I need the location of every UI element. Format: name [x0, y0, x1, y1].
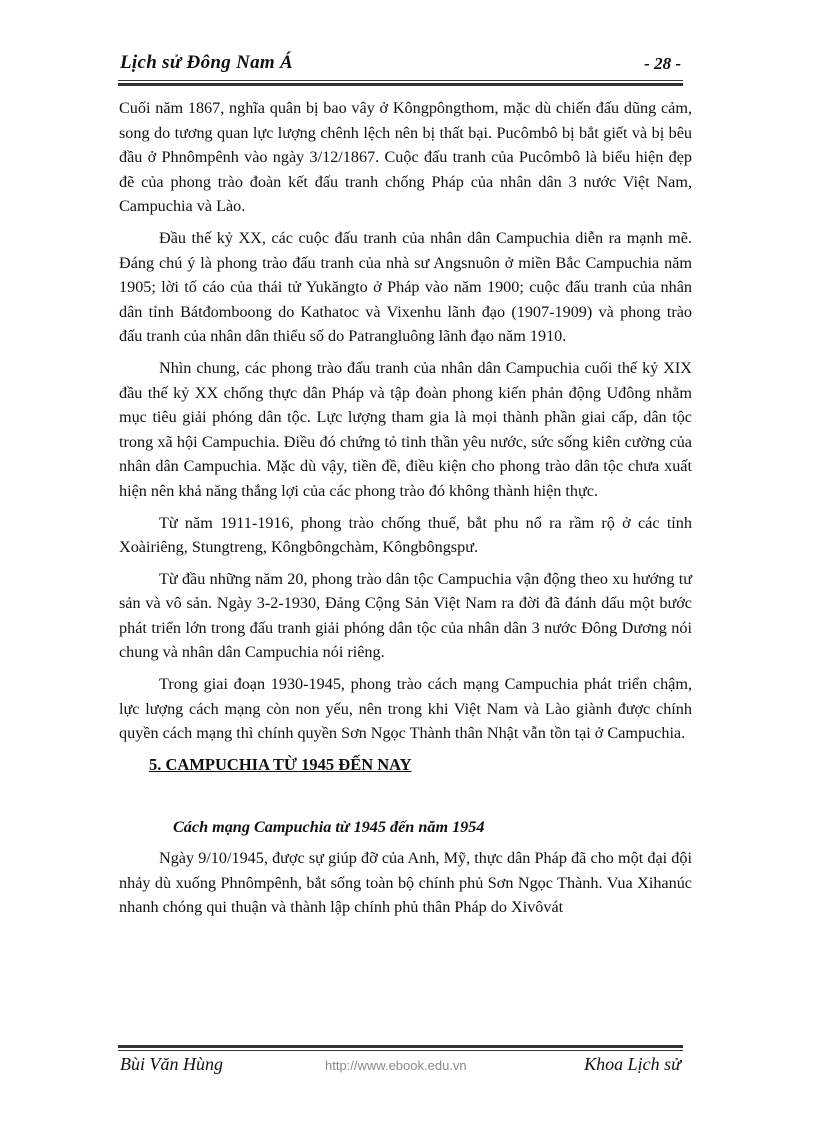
document-body: [119, 96, 692, 927]
section-heading: 5. CAMPUCHIA TỪ 1945 ĐẾN NAY: [149, 754, 412, 774]
page-header: [118, 50, 683, 80]
footer-url[interactable]: http://www.ebook.edu.vn: [325, 1058, 467, 1073]
paragraph: Nhìn chung, các phong trào đấu tranh của nhân dân Campuchia cuối thế kỷ XIX đầu thế kỷ XX chống thực dân Pháp và tập đoàn phong kiến phản động Uđông nhằm mục tiêu giải phóng dân tộc. Lực lượng tham gia là mọi thành phần giai cấp, dân tộc trong xã hội Campuchia. Điều đó chứng tỏ tinh thần yêu nước, sức sống kiên cường của nhân dân Campuchia. Mặc dù vậy, tiền đề, điều kiện cho phong trào dân tộc chưa xuất hiện nên khả năng thắng lợi của các phong trào đó không thành hiện thực.: [119, 358, 692, 500]
paragraph: Cuối năm 1867, nghĩa quân bị bao vây ở Kôngpôngthom, mặc dù chiến đấu dũng cảm, song do tương quan lực lượng chênh lệch nên bị thất bại. Pucômbô bị bắt giết và bị bêu đầu ở Phnômpênh vào ngày 3/12/1867. Cuộc đấu tranh của Pucômbô là biểu hiện đẹp đẽ của phong trào đoàn kết đấu tranh chống Pháp của nhân dân 3 nước Việt Nam, Campuchia và Lào.: [119, 99, 692, 216]
page-footer: [118, 1048, 683, 1078]
paragraph: Từ năm 1911-1916, phong trào chống thuế, bắt phu nổ ra rầm rộ ở các tỉnh Xoàiriêng, Stungtreng, Kôngbôngchàm, Kôngbôngspư.: [119, 513, 692, 557]
header-rule-thick: [118, 83, 683, 86]
paragraph: Đầu thế kỷ XX, các cuộc đấu tranh của nhân dân Campuchia diễn ra mạnh mẽ. Đáng chú ý là phong trào đấu tranh của nhà sư Angsnuôn ở miền Bắc Campuchia năm 1905; lời tố cáo của thái tử Yukăngto ở Pháp vào năm 1900; cuộc đấu tranh của nhân dân tỉnh Bátđomboong do Kathatoc và Vixenhu lãnh đạo (1907-1909) và phong trào đấu tranh của nhân dân thiểu số do Patrangluông lãnh đạo năm 1910.: [119, 228, 692, 346]
footer-author: Bùi Văn Hùng: [120, 1054, 223, 1074]
page-number: - 28 -: [644, 54, 681, 73]
subheading: Cách mạng Campuchia từ 1945 đến năm 1954: [173, 818, 485, 837]
header-rule-thin: [118, 80, 683, 81]
paragraph: Từ đầu những năm 20, phong trào dân tộc Campuchia vận động theo xu hướng tư sản và vô sản. Ngày 3-2-1930, Đảng Cộng Sản Việt Nam ra đời đã đánh dấu một bước phát triển lớn trong đấu tranh giải phóng dân tộc của nhân dân 3 nước Đông Dương nói chung và nhân dân Campuchia nói riêng.: [119, 569, 692, 662]
header-title: Lịch sử Đông Nam Á: [120, 52, 294, 73]
footer-department: Khoa Lịch sử: [584, 1054, 681, 1074]
paragraph: Ngày 9/10/1945, được sự giúp đỡ của Anh, Mỹ, thực dân Pháp đã cho một đại đội nhảy dù xuống Phnômpênh, bắt sống toàn bộ chính phủ Sơn Ngọc Thành. Vua Xihanúc nhanh chóng qui thuận và thành lập chính phủ thân Pháp do Xivôvát: [119, 849, 692, 917]
paragraph: Trong giai đoạn 1930-1945, phong trào cách mạng Campuchia phát triển chậm, lực lượng cách mạng còn non yếu, nên trong khi Việt Nam và Lào giành được chính quyền cách mạng thì chính quyền Sơn Ngọc Thành thân Nhật vẫn tồn tại ở Campuchia.: [119, 675, 692, 743]
